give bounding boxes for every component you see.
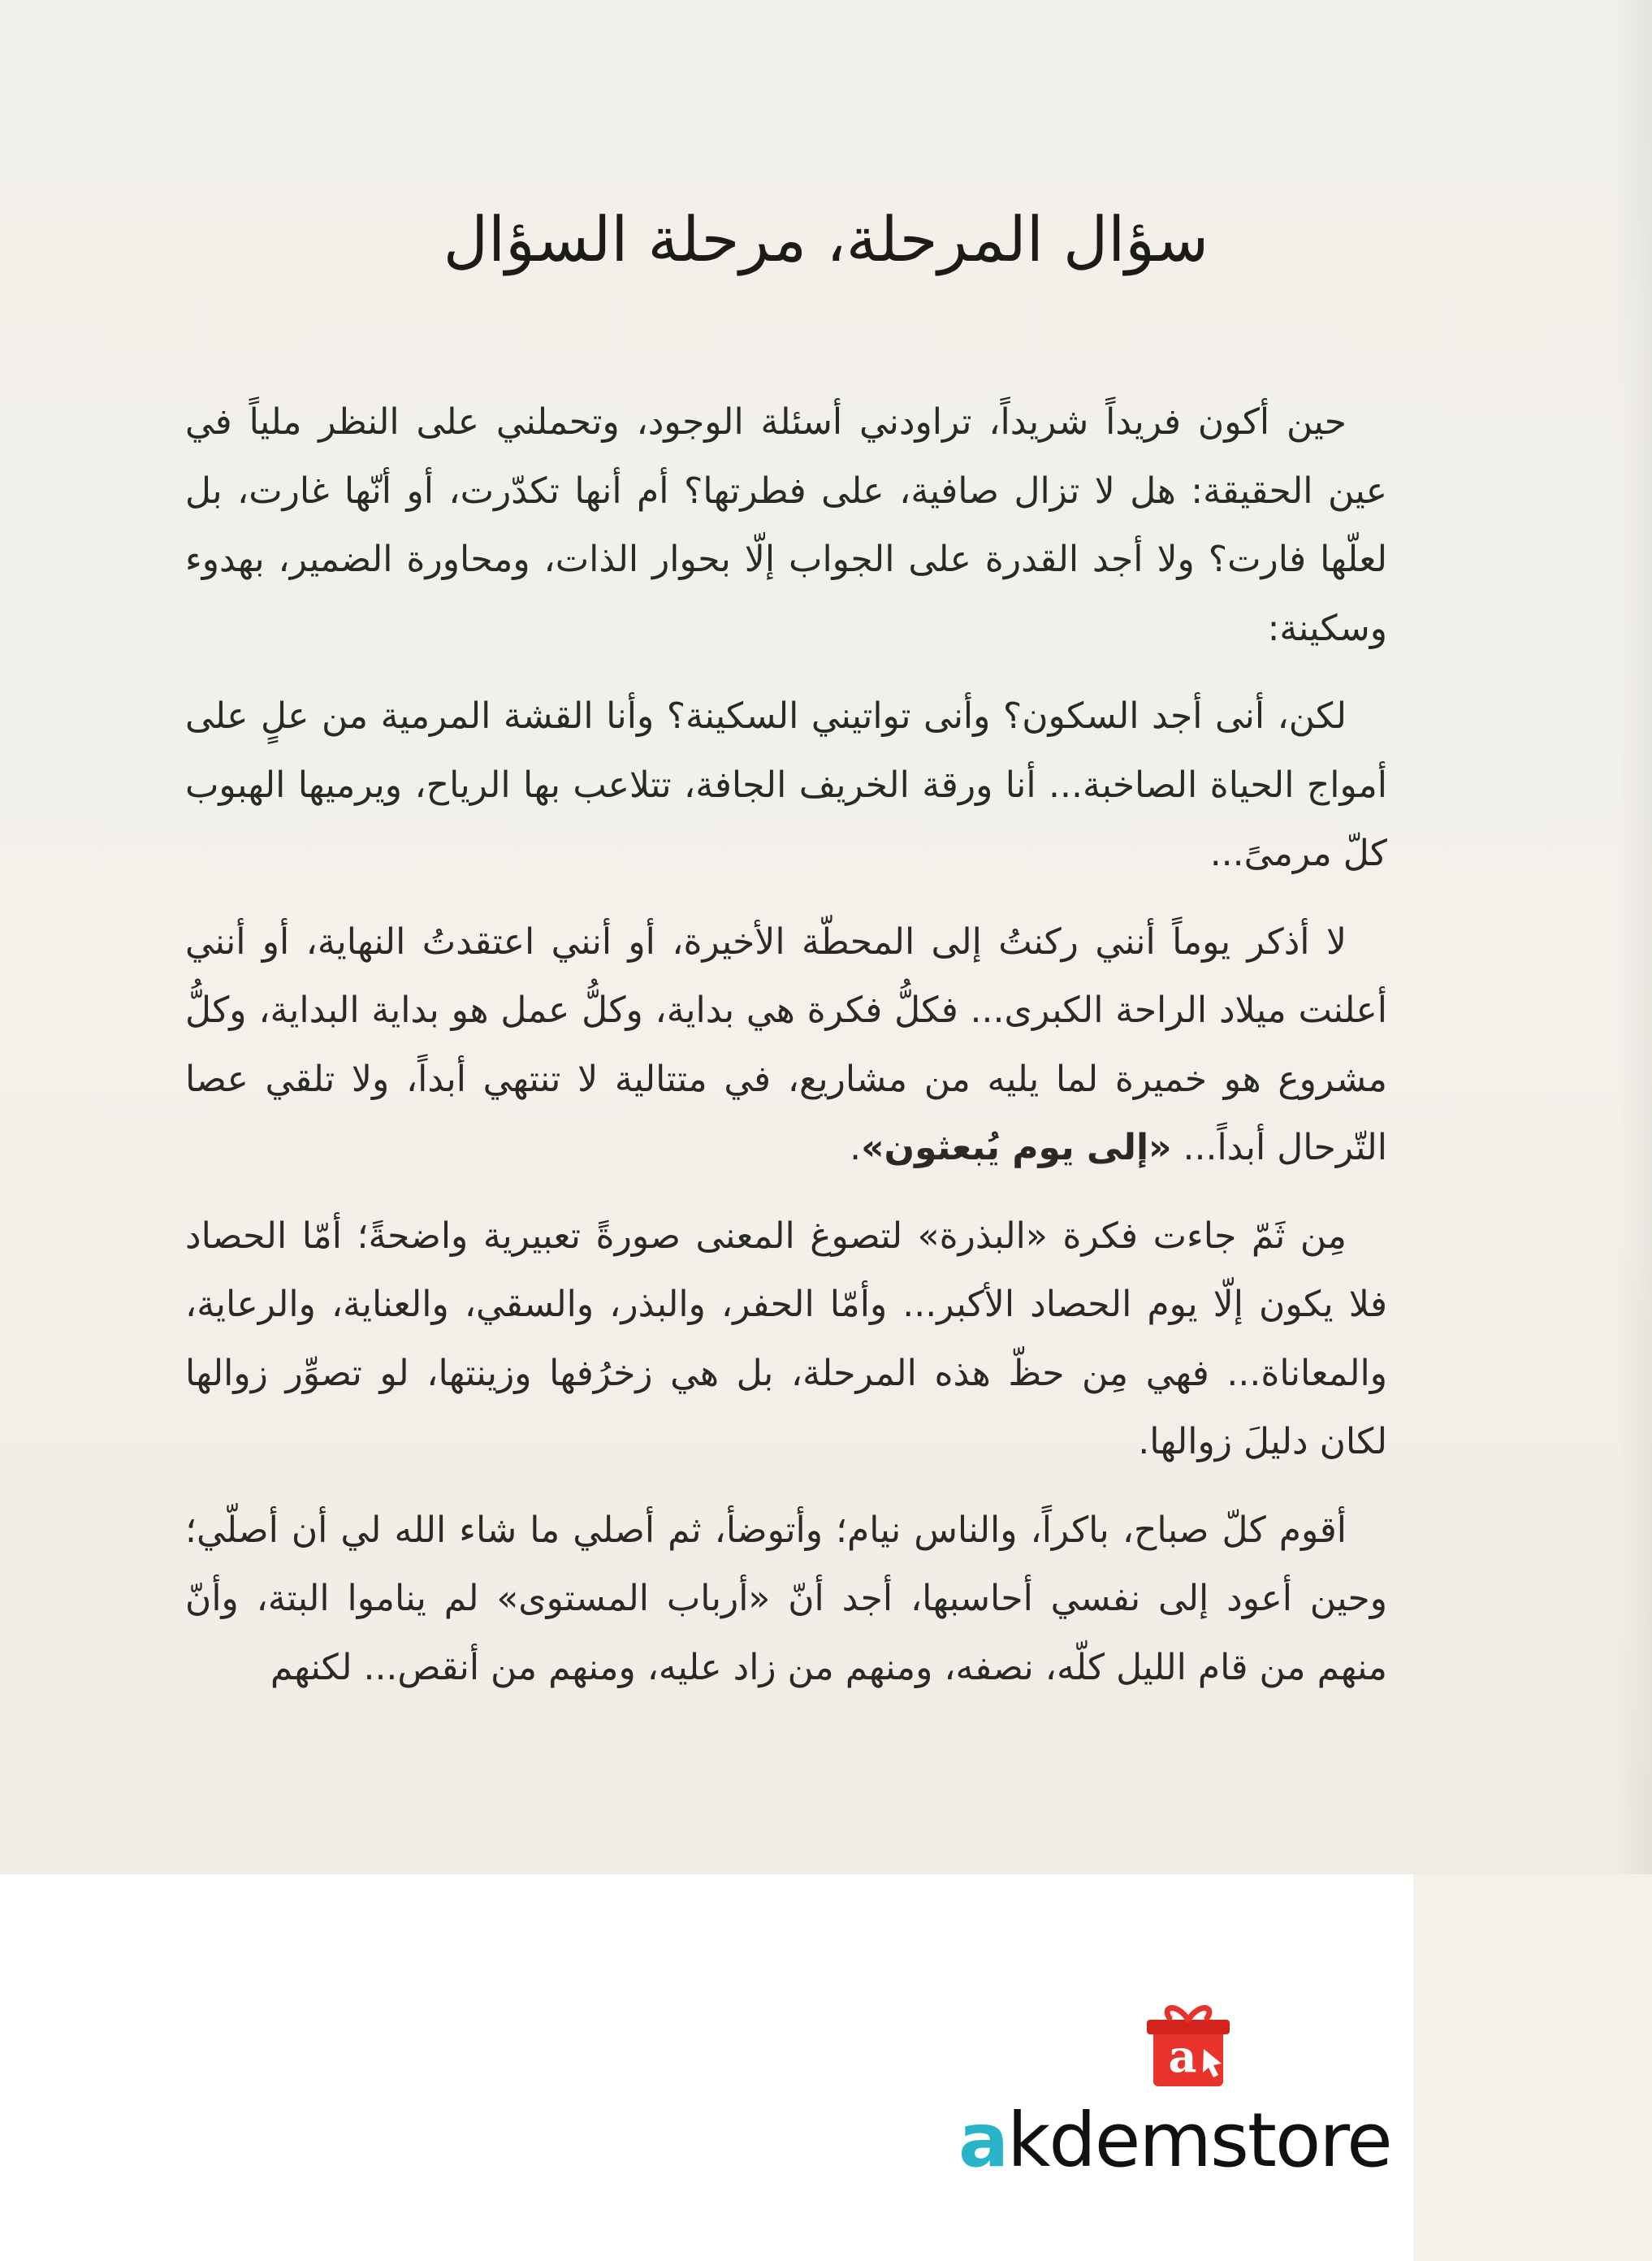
page-title: سؤال المرحلة، مرحلة السؤال <box>443 203 1209 275</box>
store-logo <box>958 1999 1413 2202</box>
page-margin-strip <box>1413 1874 1652 2261</box>
store-wordmark <box>958 2096 1413 2185</box>
paragraph: لكن، أنى أجد السكون؟ وأنى تواتيني السكينة؟ وأنا القشة المرمية من علٍ على أمواج الحياة الصاخبة... أنا ورقة الخريف الجافة، تتلاعب بها الرياح، ويرميها الهبوب كلّ مرمىً... <box>185 695 1387 874</box>
paragraph: مِن ثَمّ جاءت فكرة «البذرة» لتصوغ المعنى صورةً تعبيرية واضحةً؛ أمّا الحصاد فلا يكون إلّا يوم الحصاد الأكبر... وأمّا الحفر، والبذر، والسقي، والعناية، والرعاية، والمعاناة... فهي مِن حظّ هذه المرحلة، بل هي زخرُفها وزينتها، لو تصوِّر زوالها لكان دليلَ زوالها. <box>185 1215 1387 1462</box>
gift-bag-cursor-icon <box>1144 1999 1233 2096</box>
paragraph-end: . <box>850 1127 862 1168</box>
logo-badge-letter: a <box>1168 2030 1197 2082</box>
page-edge-shadow <box>1616 0 1652 1874</box>
paragraph <box>185 908 1387 1183</box>
body-text <box>185 388 1387 1722</box>
logo-wordmark-rest: kdemstore <box>1007 2097 1391 2184</box>
quoted-verse: «إلى يوم يُبعثون» <box>861 1127 1172 1168</box>
paragraph-text: لا أذكر يوماً أنني ركنتُ إلى المحطّة الأخيرة، أو أنني اعتقدتُ النهاية، أو أنني أعلنت ميلاد الراحة الكبرى... فكلُّ فكرة هي بداية، وكلُّ عمل هو بداية البداية، وكلُّ مشروع هو خميرة لما يليه من مشاريع، في متتالية لا تنتهي أبداً، ولا تلقي عصا التّرحال أبداً... <box>185 920 1387 1168</box>
logo-accent-letter: a <box>958 2097 1008 2184</box>
paragraph: أقوم كلّ صباح، باكراً، والناس نيام؛ وأتوضأ، ثم أصلي ما شاء الله لي أن أصلّي؛ وحين أعود إلى نفسي أحاسبها، أجد أنّ «أرباب المستوى» لم يناموا البتة، وأنّ منهم من قام الليل كلّه، نصفه، ومنهم من زاد عليه، ومنهم من أنقص... لكنهم <box>185 1509 1387 1688</box>
paragraph: حين أكون فريداً شريداً، تراودني أسئلة الوجود، وتحملني على النظر ملياً في عين الحقيقة: هل لا تزال صافية، على فطرتها؟ أم أنها تكدّرت، أو أنّها غارت، بل لعلّها فارت؟ ولا أجد القدرة على الجواب إلّا بحوار الذات، ومحاورة الضمير، بهدوء وسكينة: <box>185 401 1387 649</box>
